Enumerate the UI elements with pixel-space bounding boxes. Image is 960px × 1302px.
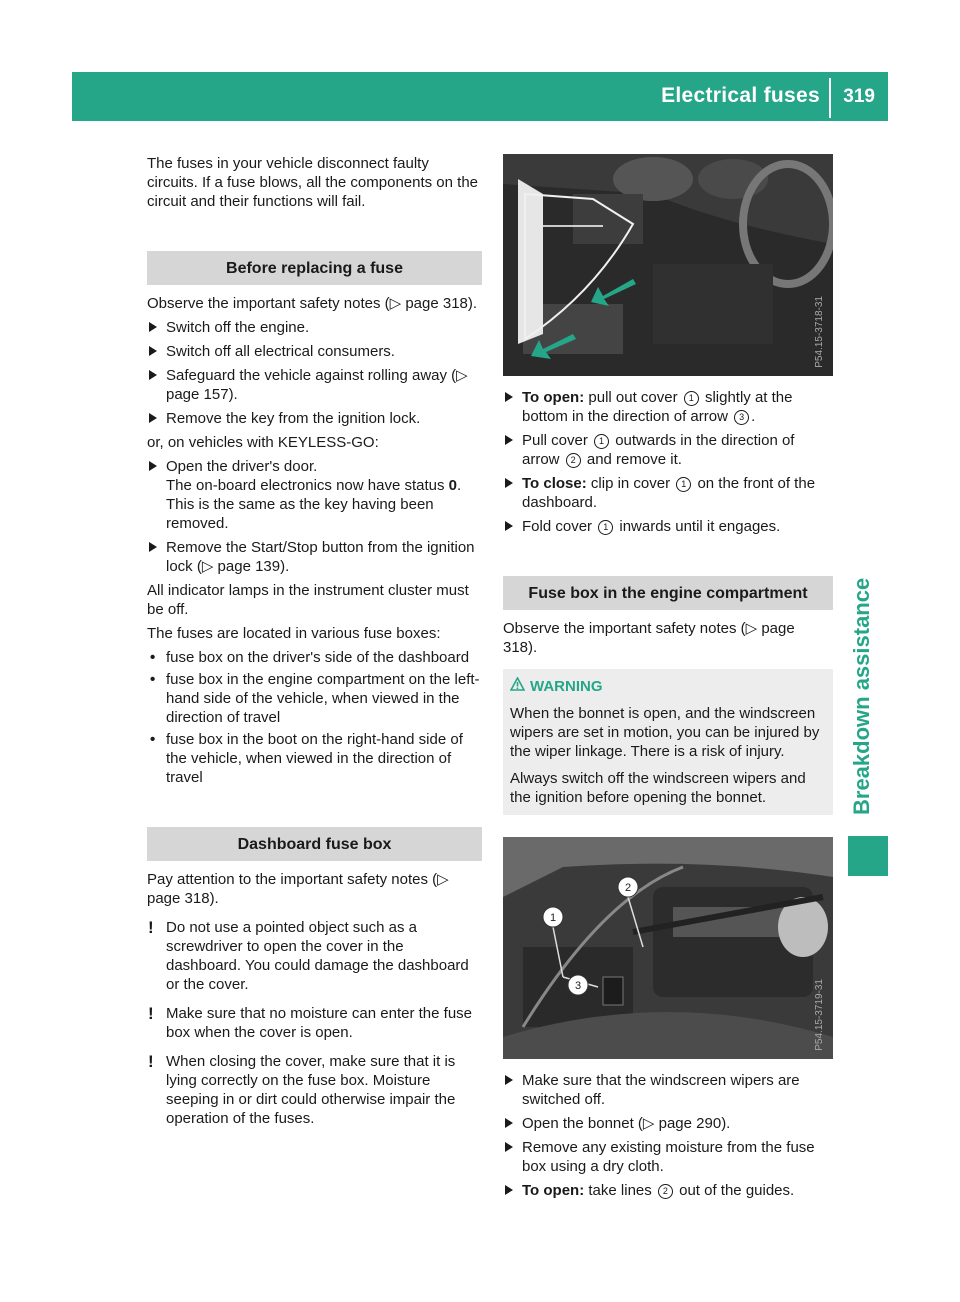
- callout-2-icon: 2: [566, 453, 581, 468]
- callout-1-icon: 1: [684, 391, 699, 406]
- callout-2-icon: 2: [658, 1184, 673, 1199]
- step-text: clip in cover: [586, 475, 675, 492]
- step-item: Remove any existing moisture from the fuse box using a dry cloth.: [503, 1138, 833, 1176]
- chapter-tab: [848, 836, 888, 876]
- step-text: outwards in the direction of arrow: [522, 432, 795, 468]
- step-text: on the front of the dashboard.: [522, 475, 816, 511]
- chapter-side-label: Breakdown assistance: [849, 577, 874, 815]
- step-text: pull out cover: [584, 389, 682, 406]
- step-item: Remove the key from the ignition lock.: [147, 409, 482, 428]
- caution-note: [147, 1052, 482, 1128]
- section-heading-dashboard-fuse-box: Dashboard fuse box: [147, 827, 482, 861]
- step-open-door-line1: Open the driver's door.: [166, 458, 318, 475]
- step-item: Safeguard the vehicle against rolling away (▷ page 157).: [147, 366, 482, 404]
- page-number: 319: [843, 86, 875, 107]
- step-open-door: [147, 457, 482, 533]
- indicator-lamps-text: All indicator lamps in the instrument cluster must be off.: [147, 582, 469, 618]
- section-heading-engine-fuse-box: Fuse box in the engine compartment: [503, 576, 833, 610]
- warning-title: WARNING: [530, 678, 603, 695]
- caution-note-text: When closing the cover, make sure that it is lying correctly on the fuse box. Moisture seeping in or dirt could otherwise impair the operation of the fuses.: [166, 1053, 456, 1127]
- step-open-door-rest: . This is the same as the key having been removed.: [166, 477, 462, 532]
- caution-icon: !: [148, 918, 154, 937]
- warning-heading: [510, 677, 825, 696]
- step-text: inwards until it engages.: [615, 518, 781, 535]
- warning-text: Always switch off the windscreen wipers and the ignition before opening the bonnet.: [510, 770, 806, 806]
- dashboard-fuse-box-photo: [503, 154, 833, 376]
- svg-text:1: 1: [549, 912, 557, 924]
- section-heading-before-replacing: Before replacing a fuse: [147, 251, 482, 285]
- caution-note-text: Make sure that no moisture can enter the fuse box when the cover is open.: [166, 1005, 472, 1041]
- step-text: out of the guides.: [674, 1182, 795, 1199]
- safety-notes-ref: Observe the important safety notes (▷ page 318).: [503, 620, 795, 656]
- caution-note-text: Do not use a pointed object such as a screwdriver to open the cover in the dashboard. You could damage the dashboard or the cover.: [166, 919, 469, 993]
- caution-note: [147, 1004, 482, 1042]
- step-pull-cover: [503, 431, 833, 469]
- step-fold-cover: [503, 517, 833, 536]
- right-column: [503, 154, 833, 1205]
- engine-fuse-box-photo: [503, 837, 833, 1059]
- warning-text: When the bonnet is open, and the windscreen wipers are set in motion, you can be injured by the wiper linkage. There is a risk of injury.: [510, 705, 820, 760]
- step-label: To open:: [522, 1182, 585, 1199]
- step-item: Open the bonnet (▷ page 290).: [503, 1114, 833, 1133]
- intro-text: The fuses in your vehicle disconnect faulty circuits. If a fuse blows, all the components on the circuit and their functions will fail.: [147, 155, 479, 210]
- figure-code: P54.15-3719-31: [814, 979, 825, 1051]
- fuse-box-item: • fuse box in the engine compartment on the left-hand side of the vehicle, when viewed in the direction of travel: [147, 670, 482, 727]
- fuse-box-item: • fuse box on the driver's side of the dashboard: [147, 648, 482, 667]
- page-title: Electrical fuses: [661, 84, 820, 107]
- dashboard-photo-illustration: [503, 154, 833, 376]
- step-to-open: [503, 388, 833, 426]
- step-to-close: [503, 474, 833, 512]
- warning-box: [503, 669, 833, 815]
- figure-code: P54.15-3718-31: [814, 296, 825, 368]
- step-open-door-status: The on-board electronics now have status: [166, 477, 449, 494]
- step-label: To open:: [522, 389, 585, 406]
- warning-triangle-icon: [510, 677, 530, 696]
- header-bar: [72, 72, 888, 121]
- svg-text:3: 3: [574, 980, 582, 992]
- fuse-boxes-intro: The fuses are located in various fuse boxes:: [147, 625, 441, 642]
- fuse-box-item: • fuse box in the boot on the right-hand side of the vehicle, when viewed in the direction of travel: [147, 730, 482, 787]
- step-text: and remove it.: [582, 451, 682, 468]
- step-text: .: [751, 408, 756, 425]
- step-text: Fold cover: [522, 518, 597, 535]
- safety-notes-ref: Pay attention to the important safety notes (▷ page 318).: [147, 871, 449, 907]
- left-column: [147, 154, 482, 1138]
- step-item: Remove the Start/Stop button from the ignition lock (▷ page 139).: [147, 538, 482, 576]
- step-text: Pull cover: [522, 432, 593, 449]
- callout-1-icon: 1: [598, 520, 613, 535]
- step-item: Make sure that the windscreen wipers are switched off.: [503, 1071, 833, 1109]
- engine-photo-illustration: [503, 837, 833, 1059]
- caution-icon: !: [148, 1004, 154, 1023]
- callout-3-icon: 3: [734, 410, 749, 425]
- caution-note: [147, 918, 482, 994]
- step-label: To close:: [522, 475, 587, 492]
- status-value: 0: [448, 477, 457, 494]
- step-to-open-lines: [503, 1181, 833, 1200]
- step-item: Switch off the engine.: [147, 318, 482, 337]
- keyless-go-text: or, on vehicles with KEYLESS-GO:: [147, 434, 379, 451]
- svg-text:2: 2: [624, 882, 632, 894]
- step-text: slightly at the bottom in the direction of arrow: [522, 389, 793, 425]
- caution-icon: !: [148, 1052, 154, 1071]
- step-text: take lines: [584, 1182, 656, 1199]
- header-divider: [829, 78, 831, 118]
- callout-1-icon: 1: [676, 477, 691, 492]
- safety-notes-ref: Observe the important safety notes (▷ page 318).: [147, 295, 478, 312]
- callout-1-icon: 1: [594, 434, 609, 449]
- step-item: Switch off all electrical consumers.: [147, 342, 482, 361]
